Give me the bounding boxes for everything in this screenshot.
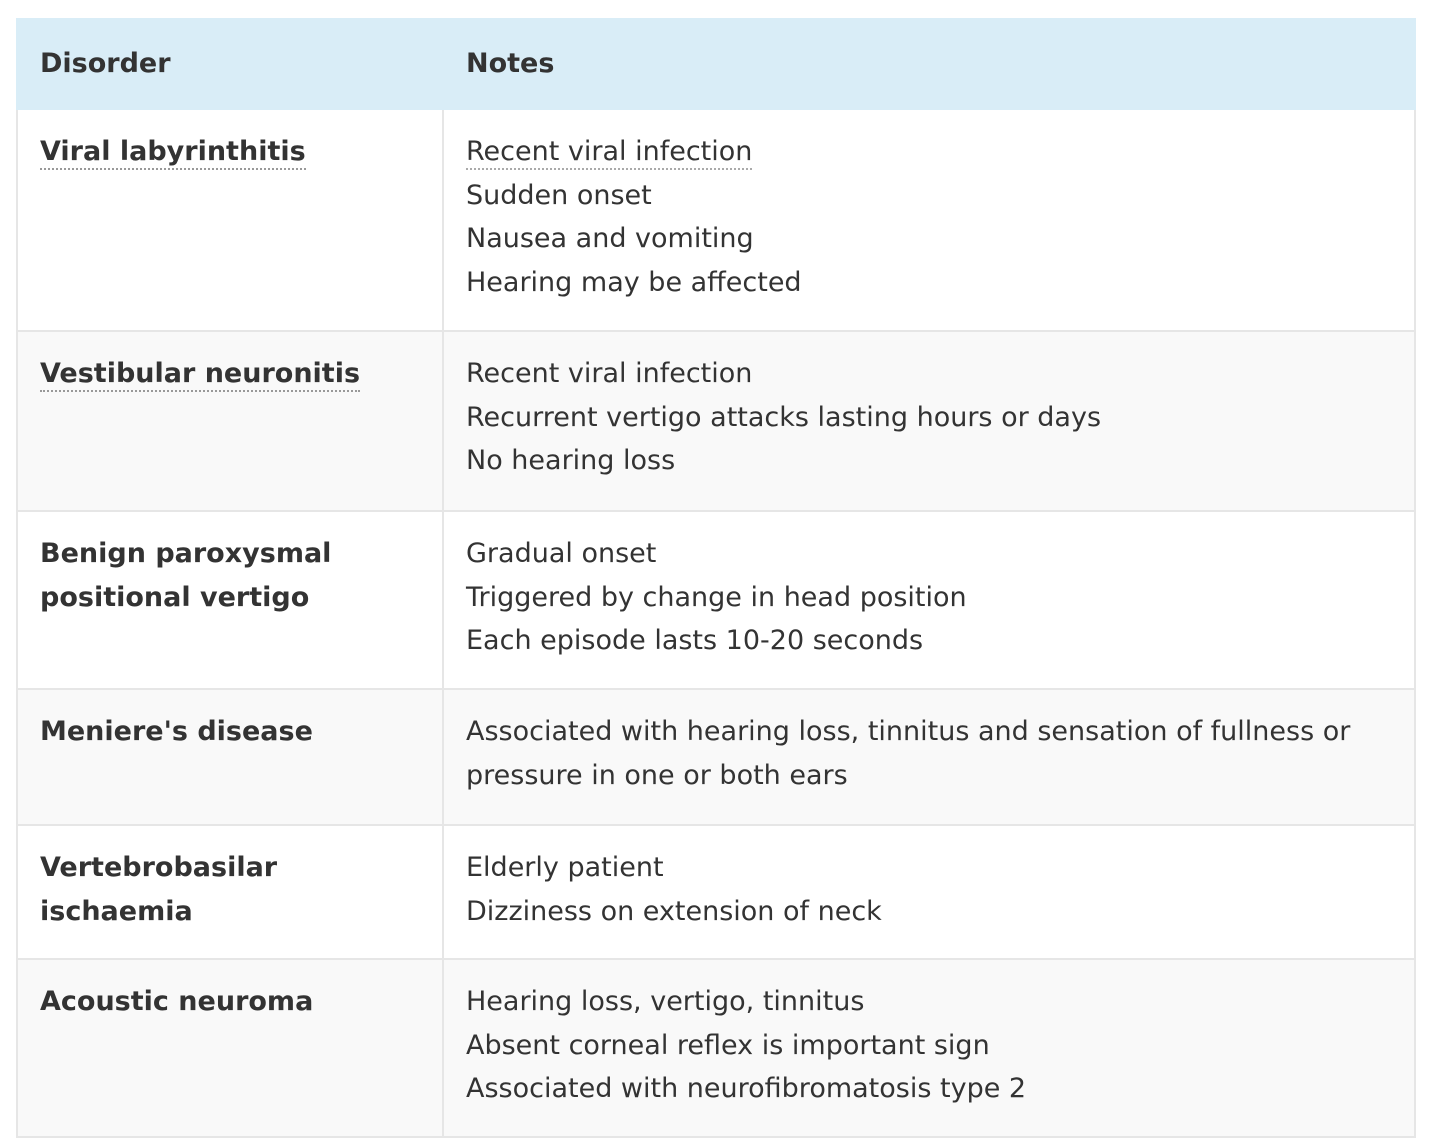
disorder-name: Acoustic neuroma bbox=[40, 986, 314, 1017]
disorder-link-viral-labyrinthitis[interactable]: Viral labyrinthitis bbox=[40, 136, 306, 170]
disorder-cell bbox=[17, 511, 443, 689]
header-notes: Notes bbox=[443, 19, 1415, 109]
note-line: Recent viral infection bbox=[466, 358, 753, 389]
note-line: Recurrent vertigo attacks lasting hours or days bbox=[466, 401, 1102, 433]
disorders-table-container bbox=[16, 18, 1414, 1138]
table-row bbox=[17, 689, 1415, 825]
note-line: Absent corneal reflex is important sign bbox=[466, 1029, 990, 1061]
table-row bbox=[17, 511, 1415, 689]
header-disorder: Disorder bbox=[17, 19, 443, 109]
note-line: Associated with neurofibromatosis type 2 bbox=[466, 1073, 1027, 1104]
note-line: Hearing may be affected bbox=[466, 266, 802, 298]
disorders-table bbox=[16, 18, 1416, 1138]
table-row bbox=[17, 825, 1415, 959]
note-line: Dizziness on extension of neck bbox=[466, 895, 882, 927]
disorder-name: Vertebrobasilar ischaemia bbox=[40, 852, 278, 927]
note-link-recent-viral-infection[interactable]: Recent viral infection bbox=[466, 136, 752, 170]
disorder-name: Meniere's disease bbox=[40, 716, 313, 747]
note-line: Elderly patient bbox=[466, 852, 664, 883]
note-line: Nausea and vomiting bbox=[466, 223, 754, 254]
disorder-name: Benign paroxysmal positional vertigo bbox=[40, 538, 332, 613]
disorder-cell bbox=[17, 959, 443, 1137]
disorder-cell bbox=[17, 689, 443, 825]
note-line: Gradual onset bbox=[466, 538, 657, 569]
disorder-link-vestibular-neuronitis[interactable]: Vestibular neuronitis bbox=[40, 358, 360, 392]
note-line: Hearing loss, vertigo, tinnitus bbox=[466, 986, 865, 1017]
note-line: Each episode lasts 10-20 seconds bbox=[466, 625, 924, 656]
notes-cell bbox=[443, 109, 1415, 331]
note-line: No hearing loss bbox=[466, 445, 676, 476]
note-line: Triggered by change in head position bbox=[466, 581, 967, 613]
table-header-row bbox=[17, 19, 1415, 109]
notes-cell bbox=[443, 959, 1415, 1137]
notes-cell bbox=[443, 511, 1415, 689]
note-line: Associated with hearing loss, tinnitus and sensation of fullness or pressure in one or both ears bbox=[466, 716, 1351, 791]
notes-cell bbox=[443, 331, 1415, 511]
note-line: Sudden onset bbox=[466, 179, 652, 211]
table-row bbox=[17, 959, 1415, 1137]
table-row bbox=[17, 331, 1415, 511]
disorder-cell bbox=[17, 109, 443, 331]
notes-cell bbox=[443, 689, 1415, 825]
table-row bbox=[17, 109, 1415, 331]
disorder-cell bbox=[17, 331, 443, 511]
notes-cell bbox=[443, 825, 1415, 959]
disorder-cell bbox=[17, 825, 443, 959]
note-line bbox=[466, 130, 1392, 174]
